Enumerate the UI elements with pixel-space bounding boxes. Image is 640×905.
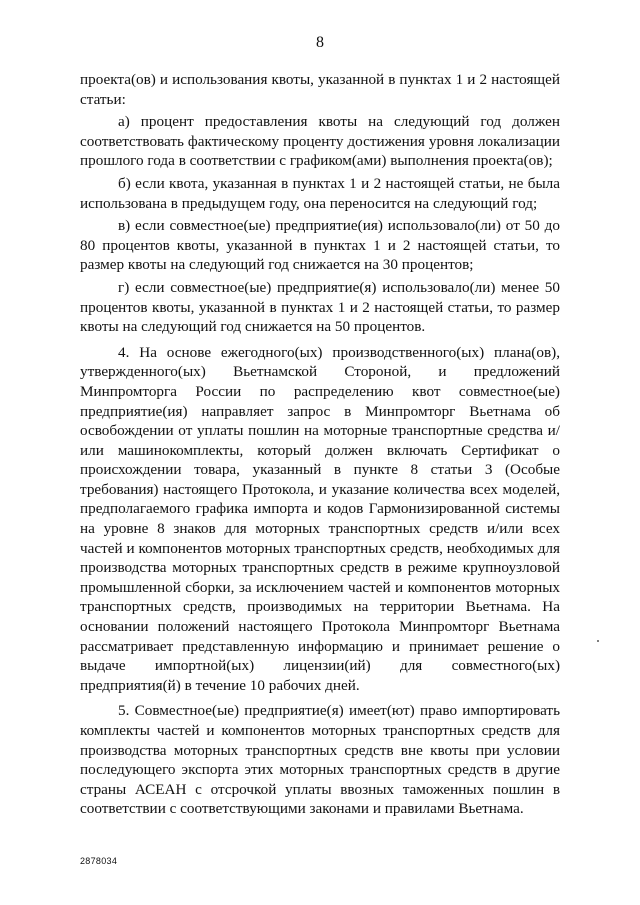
paragraph-clause-5: 5. Совместное(ые) предприятие(я) имеет(ют) право импортировать комплекты частей и компонентов моторных транспортных средств для производства моторных транспортных средств вне квоты при условии последующего экспорта этих моторных транспортных средств в другие страны АСЕАН с отсрочкой уплаты ввозных таможенных пошлин в соответствии с соответствующими законами и правилами Вьетнама. [80,702,560,818]
paragraph-clause-4: 4. На основе ежегодного(ых) производственного(ых) плана(ов), утвержденного(ых) Вьетнамской Стороной, и предложений Минпромторга России по распределению квот совместное(ые) предприятие(ия) направляет запрос в Минпромторг Вьетнама об освобождении от уплаты пошлин на моторные транспортные средства и/или машинокомплекты, который должен включать Сертификат о происхождении товара, указанный в пункте 8 статьи 3 (Особые требования) настоящего Протокола, и указание количества всех моделей, предполагаемого графика импорта и кодов Гармонизированной системы на уровне 8 знаков для моторных транспортных средств и/или всех частей и компонентов моторных транспортных средств, необходимых для производства моторных транспортных средств в режиме крупноузловой промышленной сборки, за исключением частей и компонентов моторных транспортных средств, производимых на территории Вьетнама. На основании положений настоящего Протокола Минпромторг Вьетнама рассматривает представленную информацию и принимает решение о выдаче импортной(ых) лицензии(ий) для совместного(ых) предприятия(й) в течение 10 рабочих дней. [80,343,560,694]
paragraph-item-b: б) если квота, указанная в пунктах 1 и 2 настоящей статьи, не была использована в предыдущем году, она переносится на следующий год; [80,174,560,212]
paragraph-item-a: а) процент предоставления квоты на следующий год должен соответствовать фактическому проценту достижения уровня локализации прошлого года в соответствии с графиком(ами) выполнения проекта(ов); [80,113,560,170]
document-code: 2878034 [80,856,118,866]
edge-dot-mark [597,640,599,642]
page-number: 8 [316,34,324,51]
paragraph-item-g: г) если совместное(ые) предприятие(я) использовало(ли) менее 50 процентов квоты, указанной в пунктах 1 и 2 настоящей статьи, то размер квоты на следующий год снижается на 50 процентов. [80,278,560,336]
document-body [80,70,560,819]
paragraph-item-v: в) если совместное(ые) предприятие(ия) использовало(ли) от 50 до 80 процентов квоты, указанной в пунктах 1 и 2 настоящей статьи, то размер квоты на следующий год снижается на 30 процентов; [80,217,560,274]
paragraph-intro-continuation: проекта(ов) и использования квоты, указанной в пунктах 1 и 2 настоящей статьи: [80,71,560,108]
